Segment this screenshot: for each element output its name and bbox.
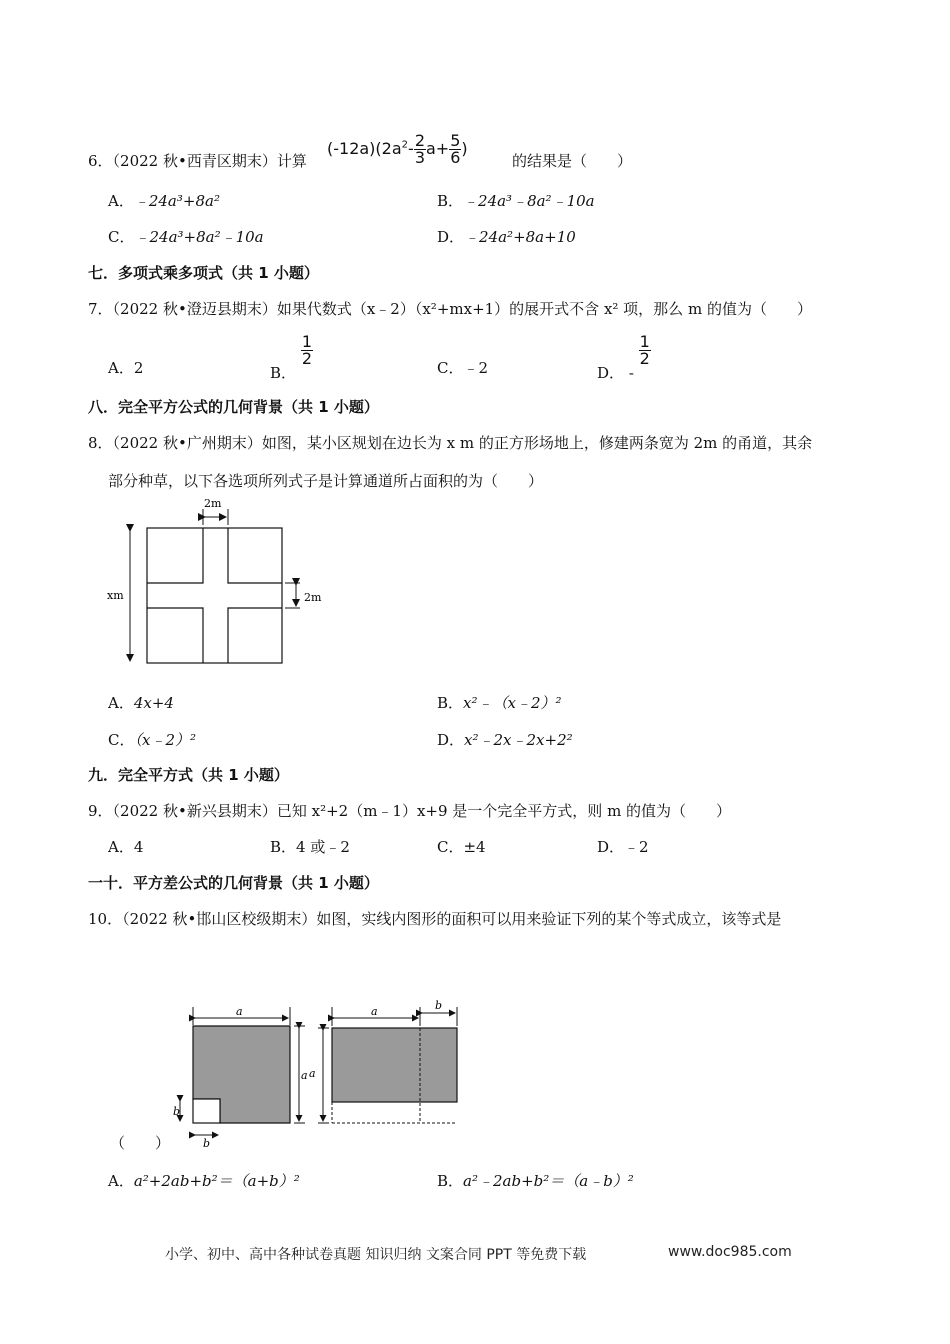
- option-label: B．: [437, 1172, 464, 1190]
- q6-option-a[interactable]: [108, 190, 220, 211]
- option-text: ﹣2: [463, 359, 489, 377]
- option-text: ﹣2: [624, 838, 649, 856]
- q6-option-d[interactable]: [437, 226, 576, 247]
- q6-expr-close: ): [461, 139, 468, 158]
- option-label: C．: [437, 838, 464, 856]
- option-text: （x﹣2）²: [134, 731, 197, 749]
- q6-frac2-num: 5: [450, 131, 461, 150]
- right-top-a-label: a: [371, 1005, 378, 1018]
- q10-answer-paren: （ ）: [110, 1134, 171, 1152]
- footer-text: 小学、初中、高中各种试卷真题 知识归纳 文案合同 PPT 等免费下载: [165, 1247, 587, 1263]
- q7-b-fraction: [301, 334, 313, 367]
- q6-expression: [327, 133, 468, 166]
- q6-frac1-num: 2: [414, 131, 425, 150]
- option-label: B．: [270, 363, 297, 382]
- option-label: C．: [108, 228, 135, 246]
- right-side-a-label: a: [309, 1067, 316, 1080]
- road-outline: [147, 528, 282, 663]
- option-label: B．: [437, 694, 464, 712]
- q6-source: （2022 秋•西青区期末）: [112, 152, 277, 170]
- option-text: x²﹣2x﹣2x+2²: [464, 731, 573, 749]
- option-label: D．: [597, 838, 625, 856]
- q6-expr-a-plus: a+: [426, 139, 450, 158]
- q9-option-c[interactable]: [437, 836, 486, 857]
- q6-expr-sup: 2: [401, 139, 409, 151]
- option-text: a²+2ab+b²＝（a+b）²: [133, 1172, 300, 1190]
- q9-text: （2022 秋•新兴县期末）已知 x²+2（m﹣1）x+9 是一个完全平方式，则 m 的值为（ ）: [112, 802, 732, 820]
- q10-number: 10．: [88, 910, 123, 928]
- small-square: [193, 1099, 220, 1123]
- fraction-denominator: 2: [639, 349, 650, 368]
- q7-option-c[interactable]: [437, 357, 488, 378]
- option-label: D．: [437, 731, 465, 749]
- option-label: C．: [437, 359, 464, 377]
- option-label: A．: [108, 838, 134, 856]
- option-text: ﹣24a³+8a²﹣10a: [134, 228, 264, 246]
- q10-line: [88, 908, 781, 929]
- option-text: a²﹣2ab+b²＝（a﹣b）²: [463, 1172, 634, 1190]
- section-heading-8: 八．完全平方公式的几何背景（共 1 小题）: [88, 398, 379, 416]
- option-label: A．: [108, 359, 134, 377]
- q8-figure: [100, 495, 340, 670]
- q6-frac2-den: 6: [450, 148, 461, 167]
- left-top-label: a: [236, 1005, 243, 1018]
- side-length-label: xm: [107, 589, 124, 602]
- option-text: 4 或﹣2: [296, 838, 350, 856]
- q6-line: [88, 150, 307, 171]
- option-label: D．: [597, 363, 625, 382]
- q8-line-2: 部分种草，以下各选项所列式子是计算通道所占面积的为（ ）: [108, 472, 544, 490]
- q8-option-a[interactable]: [108, 692, 174, 713]
- option-label: A．: [108, 694, 134, 712]
- option-label: B．: [270, 838, 297, 856]
- q9-option-a[interactable]: [108, 836, 143, 857]
- q7-option-d[interactable]: [597, 332, 651, 382]
- left-right-label: a: [301, 1069, 308, 1082]
- option-text: 4x+4: [133, 694, 174, 712]
- option-sign: -: [628, 363, 634, 382]
- right-width-label: 2m: [304, 591, 322, 604]
- q6-option-c[interactable]: [108, 226, 264, 247]
- section-heading-10: 一十．平方差公式的几何背景（共 1 小题）: [88, 874, 379, 892]
- q10-text: （2022 秋•邯山区校级期末）如图，实线内图形的面积可以用来验证下列的某个等式成立，该等式是: [122, 910, 782, 928]
- fraction-numerator: 1: [301, 332, 312, 351]
- option-label: A．: [108, 1172, 134, 1190]
- q10-option-b[interactable]: [437, 1170, 634, 1191]
- option-label: C．: [108, 731, 135, 749]
- footer-site-link[interactable]: www.doc985.com: [668, 1244, 792, 1260]
- q6-option-b[interactable]: [437, 190, 595, 211]
- option-text: x²﹣（x﹣2）²: [463, 694, 562, 712]
- q8-option-b[interactable]: [437, 692, 562, 713]
- option-label: A．: [108, 192, 134, 210]
- q7-line: [88, 298, 812, 319]
- q6-frac1: [414, 133, 426, 166]
- q7-text: （2022 秋•澄迈县期末）如果代数式（x﹣2）（x²+mx+1）的展开式不含 x² 项，那么 m 的值为（ ）: [112, 300, 812, 318]
- left-side-b-label: b: [173, 1105, 181, 1118]
- right-top-b-label: b: [435, 999, 443, 1012]
- q6-text-before: 计算: [276, 152, 307, 170]
- q7-number: 7．: [88, 300, 113, 318]
- square-outline: [147, 528, 282, 663]
- left-bottom-b-label: b: [203, 1137, 211, 1150]
- q10-option-a[interactable]: [108, 1170, 300, 1191]
- q7-option-a[interactable]: [108, 357, 143, 378]
- q6-text-after: 的结果是（ ）: [512, 152, 633, 170]
- q6-expr-minus: -: [408, 139, 414, 158]
- right-shaded-rect: [332, 1028, 457, 1102]
- q6-expr-part1: (-12a)(2a: [327, 139, 402, 158]
- section-heading-9: 九．完全平方式（共 1 小题）: [88, 766, 289, 784]
- q8-number: 8．: [88, 434, 113, 452]
- fraction-numerator: 1: [639, 332, 650, 351]
- q8-option-d[interactable]: [437, 729, 573, 750]
- q8-line-1: [88, 432, 812, 453]
- option-text: ±4: [463, 838, 486, 856]
- q7-d-fraction: [639, 334, 651, 367]
- option-label: B．: [437, 192, 464, 210]
- option-text: ﹣24a³﹣8a²﹣10a: [463, 192, 595, 210]
- q7-option-b[interactable]: [270, 332, 313, 382]
- option-text: 4: [133, 838, 144, 856]
- option-text: 2: [133, 359, 144, 377]
- q10-figure: [165, 995, 475, 1150]
- q9-line: [88, 800, 731, 821]
- q6-frac2: [449, 133, 461, 166]
- q8-text-1: （2022 秋•广州期末）如图，某小区规划在边长为 x m 的正方形场地上，修建两条宽为 2m 的甬道，其余: [112, 434, 813, 452]
- option-text: ﹣24a²+8a+10: [464, 228, 576, 246]
- q6-number: 6．: [88, 152, 113, 170]
- option-text: ﹣24a³+8a²: [133, 192, 220, 210]
- section-heading-7: 七．多项式乘多项式（共 1 小题）: [88, 264, 319, 282]
- q9-option-b[interactable]: [270, 836, 350, 857]
- q8-option-c[interactable]: [108, 729, 196, 750]
- option-label: D．: [437, 228, 465, 246]
- top-width-label: 2m: [204, 497, 222, 510]
- q9-option-d[interactable]: [597, 836, 649, 857]
- q9-number: 9．: [88, 802, 113, 820]
- q6-frac1-den: 3: [414, 148, 425, 167]
- fraction-denominator: 2: [301, 349, 312, 368]
